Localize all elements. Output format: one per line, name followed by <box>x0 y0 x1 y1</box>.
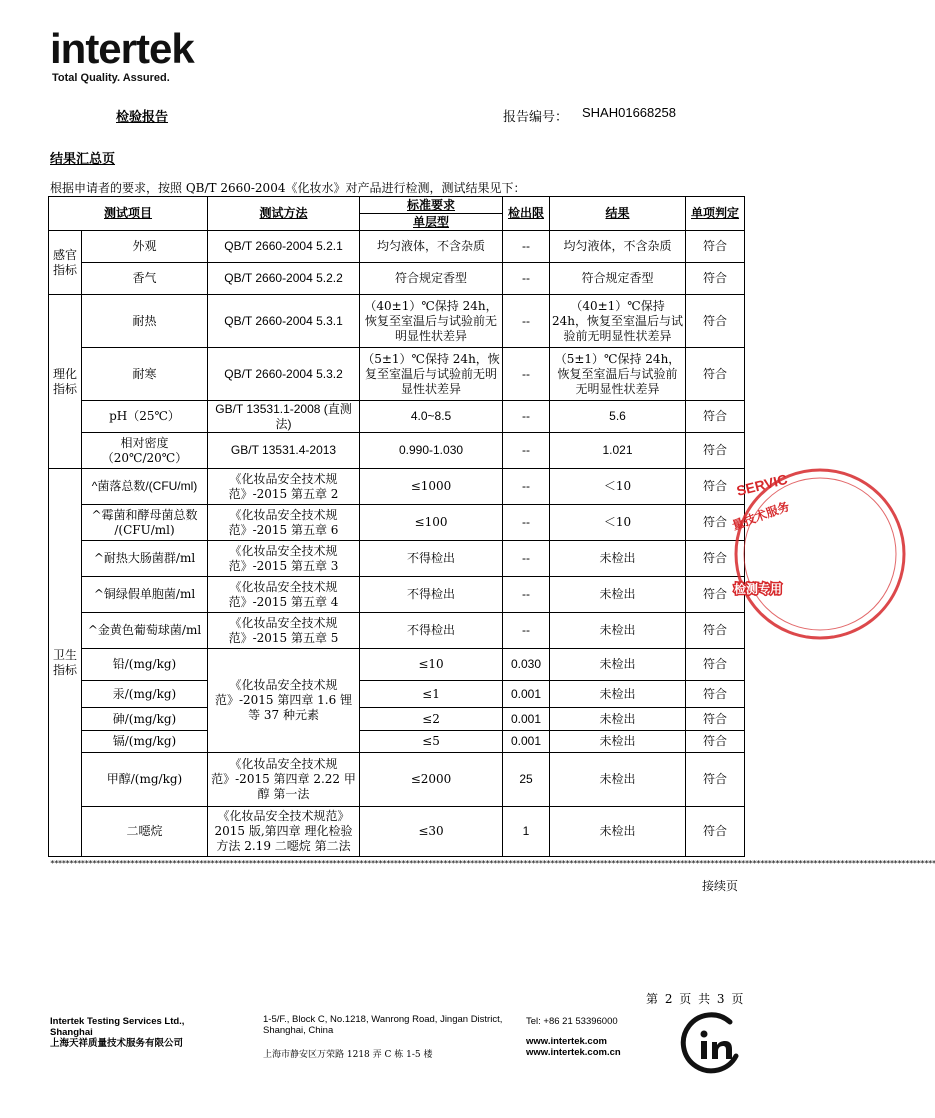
cell-item: 耐热 <box>82 295 208 348</box>
cell-result: 符合规定香型 <box>550 263 686 295</box>
cell-requirement: 4.0~8.5 <box>360 401 503 433</box>
cell-verdict: 符合 <box>686 401 745 433</box>
intertek-logo: intertek <box>50 25 194 72</box>
end-of-table-star-line: **************************************************************************************************************************************************************************************************************************************** <box>50 859 935 868</box>
cell-limit: -- <box>503 541 550 577</box>
cell-limit: 0.001 <box>503 681 550 708</box>
cell-result: 1.021 <box>550 433 686 469</box>
cell-item: ^菌落总数/(CFU/ml) <box>82 469 208 505</box>
report-title: 检验报告 <box>116 110 169 125</box>
cell-item: 耐寒 <box>82 348 208 401</box>
report-number: SHAH01668258 <box>582 105 676 120</box>
cell-requirement: 0.990-1.030 <box>360 433 503 469</box>
cell-requirement: ≤1 <box>360 681 503 708</box>
cell-requirement: 均匀液体，不含杂质 <box>360 231 503 263</box>
continued-note: 接续页 <box>702 879 739 893</box>
report-number-label: 报告编号： <box>503 110 569 125</box>
cell-requirement: ≤5 <box>360 731 503 753</box>
cell-limit: -- <box>503 613 550 649</box>
header-requirement: 标准要求 <box>360 197 503 214</box>
cell-requirement: ≤30 <box>360 807 503 857</box>
cell-requirement: ≤100 <box>360 505 503 541</box>
table-row <box>49 505 745 541</box>
cell-verdict: 符合 <box>686 348 745 401</box>
intertek-in-logo-icon <box>680 1012 744 1076</box>
logo-tagline: Total Quality. Assured. <box>52 72 170 84</box>
cell-requirement: ≤10 <box>360 649 503 681</box>
intro-text: 根据申请者的要求，按照 QB/T 2660-2004《化妆水》对产品进行检测，测试结果见下： <box>50 181 526 195</box>
cell-verdict: 符合 <box>686 469 745 505</box>
cell-verdict: 符合 <box>686 681 745 708</box>
cell-method: GB/T 13531.1-2008 (直测法) <box>208 401 360 433</box>
cell-item: 外观 <box>82 231 208 263</box>
table-row <box>49 753 745 807</box>
cell-item: ^金黄色葡萄球菌/ml <box>82 613 208 649</box>
cell-verdict: 符合 <box>686 613 745 649</box>
cell-method: QB/T 2660-2004 5.2.1 <box>208 231 360 263</box>
header-requirement-sub: 单层型 <box>360 214 503 231</box>
table-row <box>49 807 745 857</box>
header-result: 结果 <box>550 197 686 231</box>
cell-limit: 0.030 <box>503 649 550 681</box>
cell-method: 《化妆品安全技术规范》2015 版,第四章 理化检验方法 2.19 二噁烷 第二法 <box>208 807 360 857</box>
cell-result: 未检出 <box>550 613 686 649</box>
table-row <box>49 731 745 753</box>
cell-limit: 0.001 <box>503 731 550 753</box>
cell-item: ^铜绿假单胞菌/ml <box>82 577 208 613</box>
cell-limit: 0.001 <box>503 708 550 731</box>
group-physchem: 理化 指标 <box>49 295 82 469</box>
cell-method-heavy-metals: 《化妆品安全技术规范》-2015 第四章 1.6 锂等 37 种元素 <box>208 649 360 753</box>
table-row <box>49 469 745 505</box>
cell-result: 未检出 <box>550 649 686 681</box>
cell-method: QB/T 2660-2004 5.3.2 <box>208 348 360 401</box>
cell-requirement: （40±1）℃保持 24h，恢复至室温后与试验前无明显性状差异 <box>360 295 503 348</box>
cell-item: 相对密度 （20℃/20℃） <box>82 433 208 469</box>
cell-limit: -- <box>503 231 550 263</box>
table-row <box>49 613 745 649</box>
cell-verdict: 符合 <box>686 433 745 469</box>
footer-company-en: Intertek Testing Services Ltd., Shanghai <box>50 1016 185 1038</box>
cell-result: 未检出 <box>550 731 686 753</box>
cell-method: 《化妆品安全技术规范》-2015 第五章 3 <box>208 541 360 577</box>
cell-result: 未检出 <box>550 541 686 577</box>
footer-web-link[interactable]: www.intertek.com <box>526 1036 607 1047</box>
table-row <box>49 295 745 348</box>
cell-verdict: 符合 <box>686 807 745 857</box>
cell-limit: -- <box>503 469 550 505</box>
cell-result: ＜10 <box>550 505 686 541</box>
cell-requirement: ≤2 <box>360 708 503 731</box>
cell-result: 未检出 <box>550 753 686 807</box>
cell-method: 《化妆品安全技术规范》-2015 第五章 6 <box>208 505 360 541</box>
cell-verdict: 符合 <box>686 541 745 577</box>
cell-method: GB/T 13531.4-2013 <box>208 433 360 469</box>
cell-item: ^耐热大肠菌群/ml <box>82 541 208 577</box>
cell-requirement: 不得检出 <box>360 541 503 577</box>
official-stamp <box>728 468 790 638</box>
cell-item: 汞/(mg/kg) <box>82 681 208 708</box>
header-method: 测试方法 <box>208 197 360 231</box>
header-row <box>49 197 745 214</box>
summary-title: 结果汇总页 <box>50 152 116 167</box>
cell-verdict: 符合 <box>686 649 745 681</box>
cell-limit: 1 <box>503 807 550 857</box>
cell-item: ^霉菌和酵母菌总数 /(CFU/ml) <box>82 505 208 541</box>
footer-company-cn: 上海天祥质量技术服务有限公司 <box>50 1038 184 1049</box>
footer-web-link-cn[interactable]: www.intertek.com.cn <box>526 1047 621 1058</box>
cell-item: 铅/(mg/kg) <box>82 649 208 681</box>
cell-verdict: 符合 <box>686 731 745 753</box>
cell-result: 未检出 <box>550 577 686 613</box>
footer-address-en: 1-5/F., Block C, No.1218, Wanrong Road, Jingan District, Shanghai, China <box>263 1014 503 1036</box>
cell-item: pH（25℃） <box>82 401 208 433</box>
header-verdict: 单项判定 <box>686 197 745 231</box>
cell-method: 《化妆品安全技术规范》-2015 第四章 2.22 甲醇 第一法 <box>208 753 360 807</box>
table-row <box>49 577 745 613</box>
footer-address-cn: 上海市静安区万荣路 1218 弄 C 栋 1-5 楼 <box>263 1050 433 1060</box>
cell-item: 香气 <box>82 263 208 295</box>
footer-tel: Tel: +86 21 53396000 <box>526 1016 618 1027</box>
table-row <box>49 348 745 401</box>
cell-verdict: 符合 <box>686 263 745 295</box>
table-row <box>49 401 745 433</box>
cell-result: （40±1）℃保持 24h，恢复至室温后与试验前无明显性状差异 <box>550 295 686 348</box>
cell-limit: -- <box>503 577 550 613</box>
cell-method: QB/T 2660-2004 5.2.2 <box>208 263 360 295</box>
page-number: 第 2 页 共 3 页 <box>646 992 744 1006</box>
cell-limit: -- <box>503 433 550 469</box>
header-item: 测试项目 <box>49 197 208 231</box>
cell-requirement: 不得检出 <box>360 577 503 613</box>
cell-verdict: 符合 <box>686 231 745 263</box>
cell-result: 未检出 <box>550 708 686 731</box>
cell-requirement: ≤2000 <box>360 753 503 807</box>
cell-result: ＜10 <box>550 469 686 505</box>
table-row <box>49 263 745 295</box>
cell-limit: -- <box>503 401 550 433</box>
cell-limit: -- <box>503 505 550 541</box>
stamp-text-top: SERVIC <box>734 470 790 499</box>
cell-result: 5.6 <box>550 401 686 433</box>
stamp-text-middle: 量技术服务 <box>730 499 792 533</box>
cell-verdict: 符合 <box>686 708 745 731</box>
cell-method: 《化妆品安全技术规范》-2015 第五章 2 <box>208 469 360 505</box>
cell-result: 未检出 <box>550 681 686 708</box>
table-row <box>49 708 745 731</box>
cell-item: 甲醇/(mg/kg) <box>82 753 208 807</box>
cell-item: 镉/(mg/kg) <box>82 731 208 753</box>
cell-requirement: 符合规定香型 <box>360 263 503 295</box>
cell-method: QB/T 2660-2004 5.3.1 <box>208 295 360 348</box>
cell-limit: -- <box>503 295 550 348</box>
footer-web <box>526 1036 621 1058</box>
cell-limit: -- <box>503 263 550 295</box>
cell-verdict: 符合 <box>686 577 745 613</box>
table-row <box>49 433 745 469</box>
cell-verdict: 符合 <box>686 505 745 541</box>
cell-method: 《化妆品安全技术规范》-2015 第五章 4 <box>208 577 360 613</box>
cell-result: 未检出 <box>550 807 686 857</box>
stamp-text-bottom: 检测专用 <box>734 582 783 596</box>
table-row <box>49 649 745 681</box>
cell-result: 均匀液体，不含杂质 <box>550 231 686 263</box>
header-limit: 检出限 <box>503 197 550 231</box>
cell-item: 砷/(mg/kg) <box>82 708 208 731</box>
table-row <box>49 231 745 263</box>
table-row <box>49 681 745 708</box>
cell-verdict: 符合 <box>686 295 745 348</box>
cell-verdict: 符合 <box>686 753 745 807</box>
cell-limit: 25 <box>503 753 550 807</box>
table-row <box>49 541 745 577</box>
cell-limit: -- <box>503 348 550 401</box>
group-sensory: 感官 指标 <box>49 231 82 295</box>
cell-requirement: （5±1）℃保持 24h，恢复至室温后与试验前无明显性状差异 <box>360 348 503 401</box>
group-hygiene: 卫生 指标 <box>49 469 82 857</box>
footer-company <box>50 1016 215 1049</box>
cell-result: （5±1）℃保持 24h，恢复至室温后与试验前无明显性状差异 <box>550 348 686 401</box>
cell-item: 二噁烷 <box>82 807 208 857</box>
cell-requirement: ≤1000 <box>360 469 503 505</box>
results-table <box>48 196 745 857</box>
cell-requirement: 不得检出 <box>360 613 503 649</box>
cell-method: 《化妆品安全技术规范》-2015 第五章 5 <box>208 613 360 649</box>
